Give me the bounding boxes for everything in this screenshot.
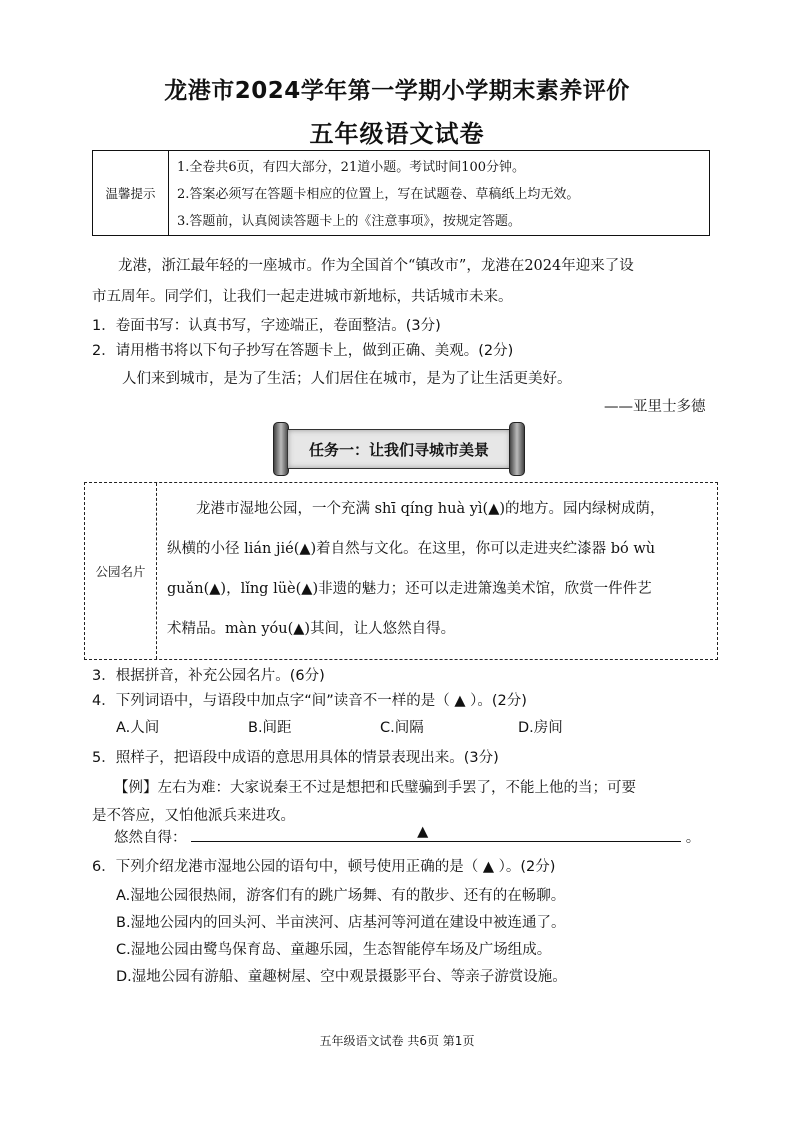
q5-example-line: 是不答应，又怕他派兵来进攻。	[92, 808, 295, 824]
notice-item: 3.答题前，认真阅读答题卡上的《注意事项》，按规定答题。	[177, 214, 521, 229]
park-card-text	[157, 483, 717, 659]
park-card-line: 术精品。màn yóu(▲)其间，让人悠然自得。	[167, 621, 456, 637]
intro-line: 龙港，浙江最年轻的一座城市。作为全国首个“镇改市”，龙港在2024年迎来了设	[118, 258, 634, 274]
intro-line: 市五周年。同学们，让我们一起走进城市新地标，共话城市未来。	[92, 289, 513, 305]
exam-subtitle: 五年级语文试卷	[309, 120, 485, 148]
q5-answer-row	[114, 826, 700, 847]
scroll-roll-icon	[509, 422, 525, 476]
task-title: 任务一：让我们寻城市美景	[308, 440, 489, 459]
notice-box	[92, 150, 710, 236]
scroll-body	[287, 429, 511, 469]
q6-option-d: D.湿地公园有游船、童趣树屋、空中观景摄影平台、等亲子游赏设施。	[116, 969, 567, 985]
q4-option-b: B.间距	[248, 720, 292, 736]
question-1: 1．卷面书写：认真书写，字迹端正，卷面整洁。(3分)	[92, 318, 441, 334]
q6-option-c: C.湿地公园由鹭鸟保育岛、童趣乐园，生态智能停车场及广场组成。	[116, 942, 552, 958]
exam-title: 龙港市2024学年第一学期小学期末素养评价	[164, 78, 630, 104]
park-card-line: 纵横的小径 lián jié(▲)着自然与文化。在这里，你可以走进夹纻漆器 bó wù	[167, 541, 656, 557]
q5-example-line: 【例】左右为难：大家说秦王不过是想把和氏璧骗到手罢了，不能上他的当；可要	[114, 780, 636, 796]
triangle-icon: ▲	[417, 824, 429, 840]
park-card	[84, 482, 718, 660]
quote-author: ——亚里士多德	[604, 399, 706, 415]
q6-option-a: A.湿地公园很热闹，游客们有的跳广场舞、有的散步、还有的在畅聊。	[116, 888, 566, 904]
notice-item: 1.全卷共6页，有四大部分，21道小题。考试时间100分钟。	[177, 160, 526, 175]
question-3: 3．根据拼音，补充公园名片。(6分)	[92, 668, 325, 684]
q4-option-c: C.间隔	[380, 720, 424, 736]
q5-answer-label: 悠然自得：	[114, 830, 187, 846]
notice-items	[169, 151, 709, 235]
question-6: 6．下列介绍龙港市湿地公园的语句中，顿号使用正确的是（ ▲ ）。(2分)	[92, 859, 556, 875]
answer-blank	[191, 824, 681, 842]
q5-answer-end: 。	[685, 830, 701, 846]
park-card-label: 公园名片	[85, 483, 157, 659]
park-card-line: guǎn(▲)，lǐng lüè(▲)非遗的魅力；还可以走进箫逸美术馆，欣赏一件件艺	[167, 581, 652, 597]
park-card-line: 龙港市湿地公园，一个充满 shī qíng huà yì(▲)的地方。园内绿树成荫，	[196, 501, 665, 517]
notice-label: 温馨提示	[93, 151, 169, 235]
notice-item: 2.答案必须写在答题卡相应的位置上，写在试题卷、草稿纸上均无效。	[177, 187, 580, 202]
page-footer: 五年级语文试卷 共6页 第1页	[319, 1034, 475, 1048]
task-banner	[273, 420, 525, 478]
quote-text: 人们来到城市，是为了生活；人们居住在城市，是为了让生活更美好。	[122, 371, 572, 387]
q4-option-a: A.人间	[116, 720, 160, 736]
question-4: 4．下列词语中，与语段中加点字“间”读音不一样的是（ ▲ ）。(2分)	[92, 693, 527, 709]
question-5: 5．照样子，把语段中成语的意思用具体的情景表现出来。(3分)	[92, 750, 499, 766]
q4-option-d: D.房间	[518, 720, 563, 736]
q6-option-b: B.湿地公园内的回头河、半亩浃河、店基河等河道在建设中被连通了。	[116, 915, 566, 931]
question-2: 2．请用楷书将以下句子抄写在答题卡上，做到正确、美观。(2分)	[92, 343, 514, 359]
